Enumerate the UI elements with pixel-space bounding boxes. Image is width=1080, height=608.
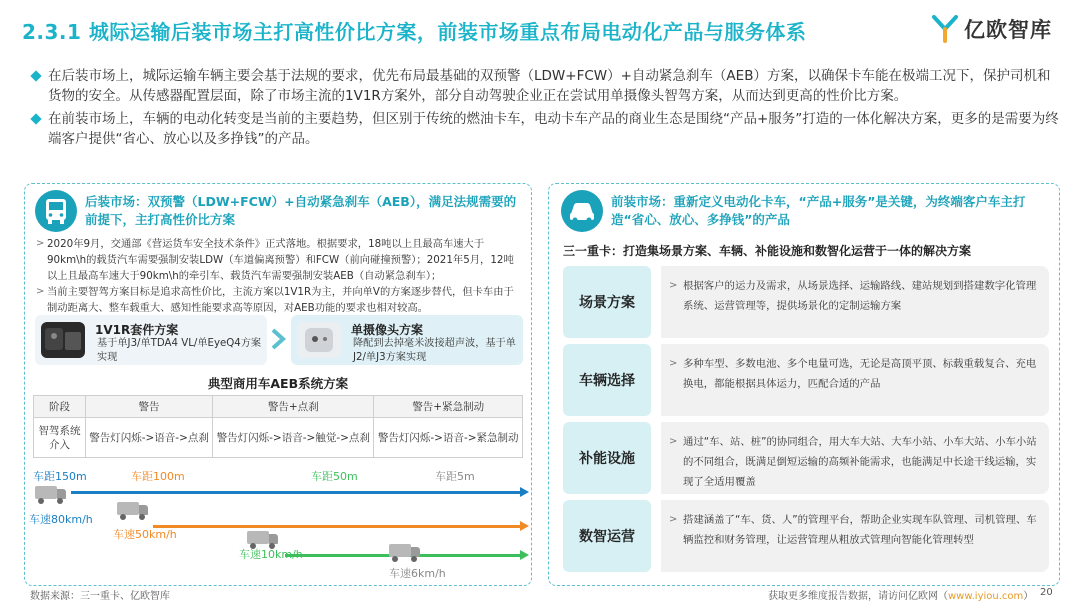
list-item: > 当前主要智驾方案目标是追求高性价比，主流方案以1V1R为主，并向单V的方案逐步替代，但卡车由于制动距离大、整车载重大、感知性能要求高等原因，对AEB功能的要求也相对较高。 — [36, 286, 514, 314]
regulation-list — [35, 236, 523, 316]
table-cell: 警告灯闪烁->语音->点刹 — [86, 418, 213, 458]
chevron-right-icon — [269, 328, 289, 350]
bullet-oem: 在前装市场上，车辆的电动化转变是当前的主要趋势，但区别于传统的燃油卡车，电动卡车产品的商业生态是围绕“产品+服务”打造的一体化解决方案，更多的是需要为终端客户提供“省心、放心以及多挣钱”的产品。 — [32, 109, 1062, 149]
car-icon — [561, 190, 603, 232]
table-header: 警告+紧急制动 — [374, 396, 523, 418]
radar-kit-icon — [41, 322, 85, 358]
logo-mark-icon — [932, 15, 958, 43]
speed-label: 车速10km/h — [239, 548, 303, 561]
speed-label: 车速6km/h — [389, 567, 446, 580]
logo — [932, 14, 1052, 44]
distance-label: 车距100m — [131, 470, 185, 483]
distance-label: 车距50m — [311, 470, 358, 483]
category-digital-ops: 数智运营 — [563, 500, 651, 572]
diamond-bullet-icon — [30, 70, 41, 81]
category-desc: > 搭建涵盖了“车、货、人”的管理平台，帮助企业实现车队管理、司机管理、车辆监控和财务管理，让运营管理从粗放式管理向智能化管理转型 — [661, 500, 1049, 572]
category-desc: > 多种车型、多数电池、多个电量可选，无论是高顶平顶、标载重载复合、充电换电，都能根据具体运力，匹配合适的产品 — [661, 344, 1049, 416]
solution-title: 单摄像头方案 — [351, 323, 424, 337]
data-source: 数据来源：三一重卡、亿欧智库 — [30, 591, 170, 602]
bus-icon — [35, 190, 77, 232]
table-cell: 警告灯闪烁->语音->紧急制动 — [374, 418, 523, 458]
oem-panel — [548, 183, 1060, 586]
table-header: 阶段 — [34, 396, 86, 418]
category-energy: 补能设施 — [563, 422, 651, 494]
aftermarket-heading: 后装市场：双预警（LDW+FCW）+自动紧急刹车（AEB），满足法规需要的前提下，主打高性价比方案 — [85, 194, 517, 227]
timeline-arrow — [153, 525, 521, 528]
solution-1v1r — [35, 315, 267, 365]
distance-label: 车距5m — [435, 470, 475, 483]
table-header: 警告 — [86, 396, 213, 418]
bullet-aftermarket: 在后装市场上，城际运输车辆主要会基于法规的要求，优先布局最基础的双预警（LDW+FCW）+自动紧急刹车（AEB）方案，以确保卡车能在极端工况下，保护司机和货物的安全。从传感器配置层面，除了市场主流的1V1R方案外，部分自动驾驶企业正在尝试用单摄像头智驾方案，从而达到更高的性价比方案。 — [32, 66, 1062, 106]
truck-icon — [389, 544, 421, 562]
footer-note: 获取更多维度报告数据，请访问亿欧网（www.iyiou.com） — [768, 591, 1034, 602]
page-title: 2.3.1 城际运输后装市场主打高性价比方案，前装市场重点布局电动化产品与服务体系 — [22, 20, 807, 44]
aeb-table — [33, 395, 523, 458]
category-vehicle: 车辆选择 — [563, 344, 651, 416]
category-scenario: 场景方案 — [563, 266, 651, 338]
camera-icon — [297, 322, 341, 358]
distance-label: 车距150m — [33, 470, 87, 483]
sany-subtitle: 三一重卡：打造集场景方案、车辆、补能设施和数智化运营于一体的解决方案 — [563, 244, 972, 258]
footer-link[interactable]: www.iyiou.com — [948, 591, 1024, 602]
logo-text: 亿欧智库 — [964, 18, 1052, 42]
solution-mono-camera — [291, 315, 523, 365]
timeline-arrow — [71, 491, 521, 494]
list-item: > 2020年9月，交通部《营运货车安全技术条件》正式落地。根据要求，18吨以上且最高车速大于90km\h的载货汽车需要强制安装LDW（车道偏离预警）和FCW（前向碰撞预警）；2021年5月，12吨以上且最高车速大于90km\h的牵引车、载货汽车需要强制安装AEB（自动紧急刹车）； — [36, 238, 514, 282]
aftermarket-panel — [24, 183, 532, 586]
diamond-bullet-icon — [30, 113, 41, 124]
intro-bullets — [32, 66, 1062, 152]
aeb-table-title: 典型商用车AEB系统方案 — [207, 376, 349, 391]
page-number: 20 — [1040, 587, 1053, 598]
truck-icon — [35, 486, 67, 504]
oem-heading: 前装市场：重新定义电动化卡车，“产品+服务”是关键，为终端客户车主打造“省心、放心、多挣钱”的产品 — [611, 194, 1026, 227]
table-cell: 警告灯闪烁->语音->触觉->点刹 — [213, 418, 374, 458]
solution-desc: 降配到去掉毫米波接超声波，基于单J2/单J3方案实现 — [353, 338, 516, 363]
category-desc: > 通过“车、站、桩”的协同组合，用大车大站、大车小站、小车大站、小车小站的不同组合，既满足倒短运输的高频补能需求，也能满足中长途干线运输，实现了全适用覆盖 — [661, 422, 1049, 494]
speed-label: 车速80km/h — [29, 513, 93, 526]
table-cell: 智驾系统介入 — [34, 418, 86, 458]
category-desc: > 根据客户的运力及需求，从场景选择、运输路线、建站规划到搭建数字化管理系统、运营管理等，提供场景化的定制运输方案 — [661, 266, 1049, 338]
speed-label: 车速50km/h — [113, 528, 177, 541]
solution-desc: 基于单J3/单TDA4 VL/单EyeQ4方案实现 — [97, 338, 262, 363]
truck-icon — [117, 502, 149, 520]
table-header: 警告+点刹 — [213, 396, 374, 418]
solution-title: 1V1R套件方案 — [95, 323, 179, 337]
